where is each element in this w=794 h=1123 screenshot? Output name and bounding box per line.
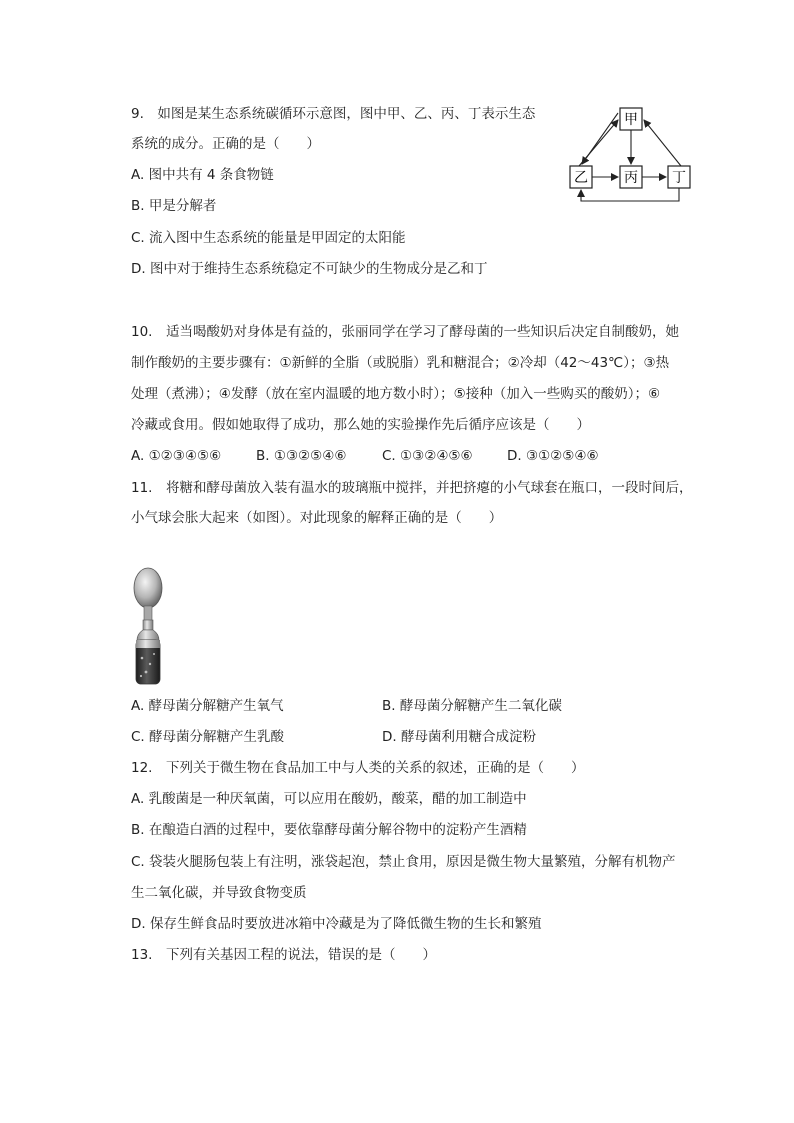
q10-stem-line4: 冷藏或食用。假如她取得了成功，那么她的实验操作先后循序应该是（ ） [131,417,590,433]
q11-option-c: C. 酵母菌分解糖产生乳酸 [131,729,285,745]
q10-stem-line3: 处理（煮沸）；④发酵（放在室内温暖的地方数小时）；⑤接种（加入一些购买的酸奶）；⑥ [131,386,661,402]
balloon [134,568,162,608]
node-ding-label: 丁 [672,170,686,186]
q11-option-a: A. 酵母菌分解糖产生氧气 [131,698,284,714]
q9-stem-line1: 9. 如图是某生态系统碳循环示意图，图中甲、乙、丙、丁表示生态 [131,106,536,122]
q10-option-a: A. ①②③④⑤⑥ [131,448,222,464]
bottle-neck [143,620,153,630]
q9-stem-line2: 系统的成分。正确的是（ ） [131,136,320,152]
carbon-cycle-diagram [565,100,705,210]
q11-stem-line2: 小气球会胀大起来（如图）。对此现象的解释正确的是（ ） [131,510,503,526]
arrow-ding-jia [644,120,681,166]
q10-option-c: C. ①③②④⑤⑥ [382,448,473,464]
q12-option-d: D. 保存生鲜食品时要放进冰箱中冷藏是为了降低微生物的生长和繁殖 [131,916,542,932]
node-yi-label: 乙 [574,170,588,186]
q10-stem-line2: 制作酸奶的主要步骤有：①新鲜的全脂（或脱脂）乳和糖混合；②冷却（42～43℃）；③热 [131,355,670,371]
q12-option-c-line1: C. 袋装火腿肠包装上有注明，涨袋起泡，禁止食用，原因是微生物大量繁殖，分解有机物产 [131,854,676,870]
q9-option-b: B. 甲是分解者 [131,198,217,214]
q12-option-c-line2: 生二氧化碳，并导致食物变质 [131,885,307,901]
node-jia-label: 甲 [624,112,638,128]
q11-stem-line1: 11. 将糖和酵母菌放入装有温水的玻璃瓶中搅拌，并把挤瘪的小气球套在瓶口，一段时间后， [131,480,693,496]
q10-option-b: B. ①③②⑤④⑥ [256,448,347,464]
q13-stem: 13. 下列有关基因工程的说法，错误的是（ ） [131,947,436,963]
bubble [149,663,151,665]
q9-option-a: A. 图中共有 4 条食物链 [131,167,274,183]
balloon-neck [144,606,152,622]
bubble [141,657,144,660]
bubble [140,675,142,677]
q11-option-d: D. 酵母菌利用糖合成淀粉 [382,729,536,745]
bottle-glass-top [136,640,160,648]
bottle-shoulder [137,630,159,640]
q10-option-d: D. ③①②⑤④⑥ [507,448,599,464]
q9-option-c: C. 流入图中生态系统的能量是甲固定的太阳能 [131,230,406,246]
node-bing-label: 丙 [624,170,638,186]
q12-option-a: A. 乳酸菌是一种厌氧菌，可以应用在酸奶，酸菜，醋的加工制造中 [131,791,527,807]
balloon-bottle-figure [128,566,172,688]
arrow-jia-yi [582,113,618,164]
q12-stem: 12. 下列关于微生物在食品加工中与人类的关系的叙述，正确的是（ ） [131,760,585,776]
arrow-ding-yi [581,188,679,201]
q10-stem-line1: 10. 适当喝酸奶对身体是有益的，张丽同学在学习了酵母菌的一些知识后决定自制酸奶，她 [131,324,679,340]
q11-option-b: B. 酵母菌分解糖产生二氧化碳 [382,698,562,714]
q12-option-b: B. 在酿造白酒的过程中，要依靠酵母菌分解谷物中的淀粉产生酒精 [131,822,527,838]
bubble [145,671,148,674]
bubble [153,653,155,655]
q9-option-d: D. 图中对于维持生态系统稳定不可缺少的生物成分是乙和丁 [131,261,488,277]
